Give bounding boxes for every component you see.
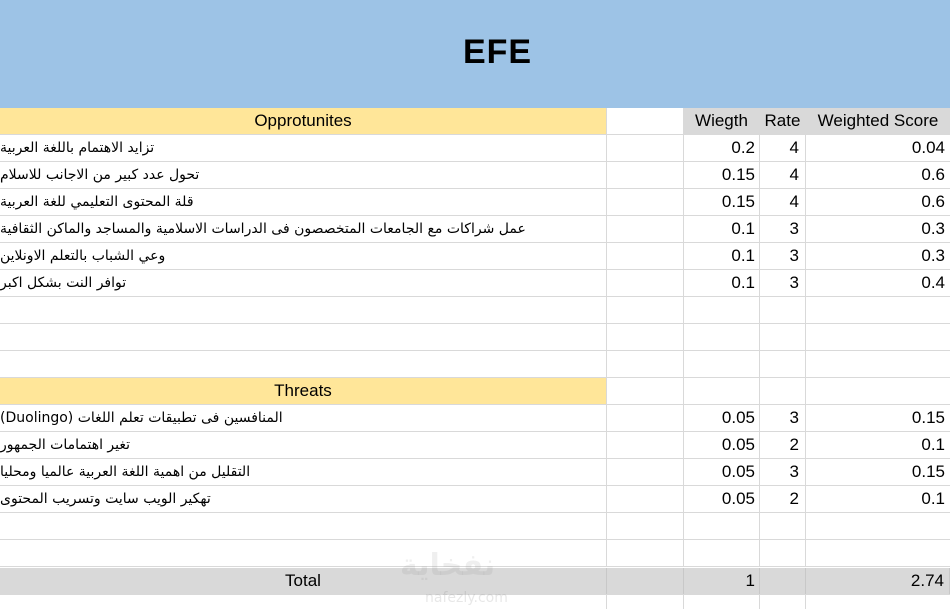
empty-cell[interactable] [607, 486, 684, 512]
score-column-header[interactable]: Weighted Score [806, 108, 950, 134]
empty-cell[interactable] [607, 432, 684, 458]
empty-cell[interactable] [806, 378, 950, 404]
empty-cell[interactable] [607, 405, 684, 431]
empty-cell[interactable] [607, 324, 684, 350]
empty-cell[interactable] [607, 351, 684, 377]
weight-cell[interactable]: 0.15 [684, 189, 760, 215]
factor-label[interactable]: تهكير الويب سايت وتسريب المحتوى [0, 486, 607, 512]
table-row [0, 432, 950, 459]
empty-cell[interactable] [607, 270, 684, 296]
empty-cell[interactable] [760, 297, 806, 323]
threats-header-row [0, 378, 950, 405]
weight-cell[interactable]: 0.05 [684, 459, 760, 485]
rate-cell[interactable]: 4 [760, 135, 806, 161]
total-score-cell[interactable]: 2.74 [806, 568, 950, 594]
empty-cell[interactable] [684, 540, 760, 566]
table-row [0, 243, 950, 270]
score-cell[interactable]: 0.3 [921, 219, 945, 238]
opportunities-header-row [0, 108, 950, 135]
table-row [0, 135, 950, 162]
empty-cell[interactable] [607, 108, 684, 134]
empty-cell[interactable] [607, 513, 684, 539]
rate-cell[interactable]: 3 [760, 243, 806, 269]
weight-column-header[interactable]: Wiegth [684, 108, 760, 134]
empty-cell[interactable] [760, 324, 806, 350]
table-row [0, 459, 950, 486]
rate-cell[interactable]: 4 [760, 189, 806, 215]
score-cell[interactable]: 0.15 [911, 408, 945, 427]
empty-cell[interactable] [607, 216, 684, 242]
weight-cell[interactable]: 0.1 [684, 216, 760, 242]
empty-cell[interactable] [806, 324, 950, 350]
empty-cell[interactable] [806, 595, 950, 609]
weight-cell[interactable]: 0.05 [684, 486, 760, 512]
empty-row [0, 324, 950, 351]
score-cell[interactable]: 0.6 [921, 165, 945, 184]
empty-cell[interactable] [607, 540, 684, 566]
score-cell[interactable]: 0.4 [921, 273, 945, 292]
empty-row [0, 297, 950, 324]
empty-cell[interactable] [760, 378, 806, 404]
empty-cell[interactable] [760, 568, 806, 594]
score-cell[interactable]: 0.3 [921, 246, 945, 265]
score-cell[interactable]: 0.6 [921, 192, 945, 211]
page-title: EFE [462, 32, 533, 71]
empty-cell[interactable] [0, 513, 607, 539]
rate-cell[interactable]: 3 [760, 216, 806, 242]
opportunities-header[interactable]: Opprotunites [0, 108, 607, 134]
table-row [0, 486, 950, 513]
empty-cell[interactable] [607, 568, 684, 594]
table-row [0, 270, 950, 297]
empty-cell[interactable] [806, 540, 950, 566]
total-weight-cell[interactable]: 1 [684, 568, 760, 594]
rate-column-header[interactable]: Rate [760, 108, 806, 134]
empty-cell[interactable] [607, 459, 684, 485]
empty-cell[interactable] [607, 189, 684, 215]
table-row [0, 216, 950, 243]
empty-cell[interactable] [0, 351, 607, 377]
score-cell[interactable]: 0.1 [921, 489, 945, 508]
score-cell[interactable]: 0.1 [921, 435, 945, 454]
factor-label[interactable]: قلة المحتوى التعليمي للغة العربية [0, 189, 607, 215]
title-band [0, 0, 950, 108]
rate-cell[interactable]: 3 [760, 405, 806, 431]
score-cell[interactable]: 0.15 [911, 462, 945, 481]
empty-cell[interactable] [760, 513, 806, 539]
empty-cell[interactable] [0, 540, 607, 566]
efe-table [0, 108, 950, 609]
empty-cell[interactable] [607, 243, 684, 269]
threats-header[interactable]: Threats [0, 378, 607, 404]
empty-cell[interactable] [0, 595, 607, 609]
empty-cell[interactable] [684, 351, 760, 377]
rate-cell[interactable]: 3 [760, 270, 806, 296]
factor-label[interactable]: عمل شراكات مع الجامعات المتخصصون فى الدراسات الاسلامية والمساجد والماكن الثقافية [0, 216, 607, 242]
empty-cell[interactable] [0, 324, 607, 350]
factor-label[interactable]: وعي الشباب بالتعلم الاونلاين [0, 243, 607, 269]
weight-cell[interactable]: 0.1 [684, 243, 760, 269]
total-label[interactable]: Total [0, 568, 607, 594]
rate-cell[interactable]: 4 [760, 162, 806, 188]
table-row [0, 189, 950, 216]
rate-cell[interactable]: 3 [760, 459, 806, 485]
empty-cell[interactable] [607, 135, 684, 161]
empty-cell[interactable] [684, 513, 760, 539]
factor-label[interactable]: تزايد الاهتمام باللغة العربية [0, 135, 607, 161]
watermark-logo: نفخاية [400, 548, 496, 583]
empty-cell[interactable] [806, 297, 950, 323]
empty-row [0, 513, 950, 540]
empty-cell[interactable] [806, 513, 950, 539]
watermark-url: nafezly.com [425, 590, 508, 606]
empty-cell[interactable] [607, 297, 684, 323]
empty-cell[interactable] [806, 351, 950, 377]
factor-label[interactable]: المنافسين فى تطبيقات تعلم اللغات (Duolingo) [0, 405, 607, 431]
weight-cell[interactable]: 0.05 [684, 432, 760, 458]
factor-label[interactable]: تغير اهتمامات الجمهور [0, 432, 607, 458]
weight-cell[interactable]: 0.15 [684, 162, 760, 188]
empty-cell[interactable] [607, 162, 684, 188]
empty-cell[interactable] [607, 378, 684, 404]
empty-cell[interactable] [684, 297, 760, 323]
factor-label[interactable]: توافر النت بشكل اكبر [0, 270, 607, 296]
empty-cell[interactable] [684, 595, 760, 609]
weight-cell[interactable]: 0.1 [684, 270, 760, 296]
empty-cell[interactable] [760, 595, 806, 609]
table-row [0, 405, 950, 432]
empty-cell[interactable] [684, 378, 760, 404]
rate-cell[interactable]: 2 [760, 432, 806, 458]
weight-cell[interactable]: 0.2 [684, 135, 760, 161]
empty-cell[interactable] [607, 595, 684, 609]
table-row [0, 162, 950, 189]
weight-cell[interactable]: 0.05 [684, 405, 760, 431]
empty-cell[interactable] [684, 324, 760, 350]
empty-cell[interactable] [0, 297, 607, 323]
empty-cell[interactable] [760, 351, 806, 377]
factor-label[interactable]: التقليل من اهمية اللغة العربية عالميا ومحليا [0, 459, 607, 485]
empty-row [0, 351, 950, 378]
rate-cell[interactable]: 2 [760, 486, 806, 512]
factor-label[interactable]: تحول عدد كبير من الاجانب للاسلام [0, 162, 607, 188]
score-cell[interactable]: 0.04 [911, 138, 945, 157]
empty-cell[interactable] [760, 540, 806, 566]
